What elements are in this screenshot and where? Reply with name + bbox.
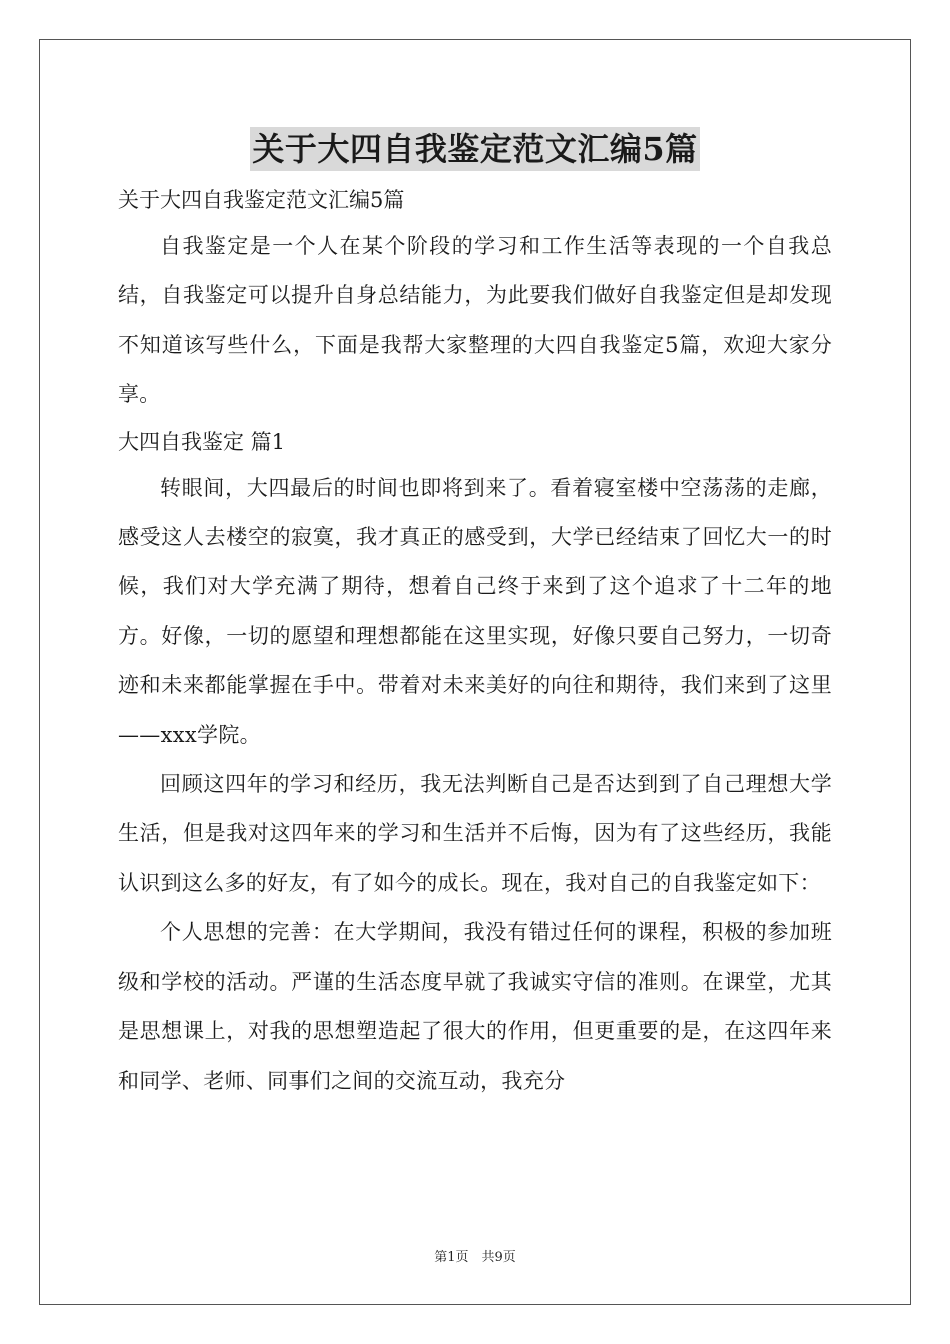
section-heading: 大四自我鉴定 篇1	[118, 429, 286, 454]
title-container	[0, 127, 950, 171]
page-footer: 第1页 共9页	[434, 1250, 516, 1265]
intro-paragraph: 自我鉴定是一个人在某个阶段的学习和工作生活等表现的一个自我总结，自我鉴定可以提升自身总结能力，为此要我们做好自我鉴定但是却发现不知道该写些什么，下面是我帮大家整理的大四自我鉴定5篇，欢迎大家分享。	[118, 234, 832, 407]
document-title: 关于大四自我鉴定范文汇编5篇	[250, 127, 699, 171]
body-paragraph-1: 转眼间，大四最后的时间也即将到来了。看着寝室楼中空荡荡的走廊，感受这人去楼空的寂寞，我才真正的感受到，大学已经结束了回忆大一的时候，我们对大学充满了期待，想着自己终于来到了这个追求了十二年的地方。好像，一切的愿望和理想都能在这里实现，好像只要自己努力，一切奇迹和未来都能掌握在手中。带着对未来美好的向往和期待，我们来到了这里——xxx学院。	[118, 475, 832, 747]
document-body	[118, 178, 832, 1106]
document-subtitle: 关于大四自我鉴定范文汇编5篇	[118, 188, 405, 212]
body-paragraph-2: 回顾这四年的学习和经历，我无法判断自己是否达到到了自己理想大学生活，但是我对这四年来的学习和生活并不后悔，因为有了这些经历，我能认识到这么多的好友，有了如今的成长。现在，我对自己的自我鉴定如下：	[118, 772, 832, 895]
body-paragraph-3: 个人思想的完善：在大学期间，我没有错过任何的课程，积极的参加班级和学校的活动。严谨的生活态度早就了我诚实守信的准则。在课堂，尤其是思想课上，对我的思想塑造起了很大的作用，但更重要的是，在这四年来和同学、老师、同事们之间的交流互动，我充分	[118, 920, 832, 1093]
